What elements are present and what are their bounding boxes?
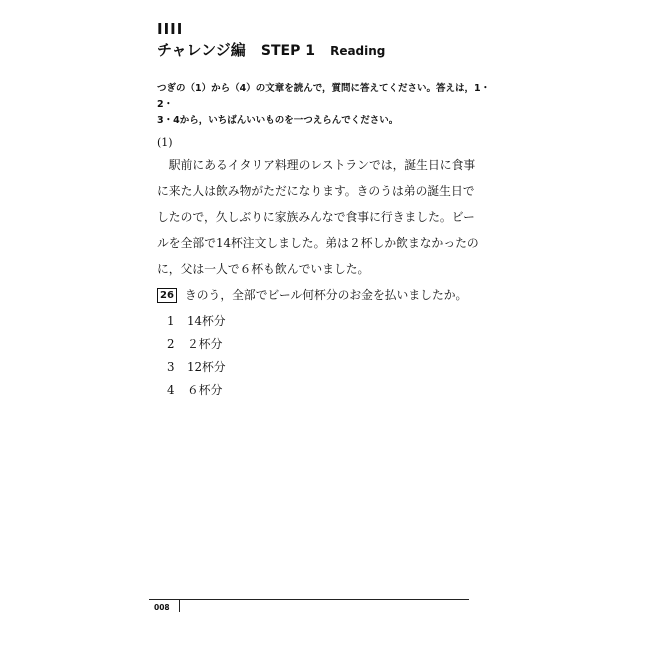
option-text: ２杯分 — [187, 337, 223, 351]
passage-line: に，父は一人で６杯も飲んでいました。 — [157, 262, 370, 276]
option-number: 2 — [167, 337, 175, 351]
instructions — [157, 81, 497, 129]
instructions-line-1: つぎの（1）から（4）の文章を読んで，質問に答えてください。答えは，1・2・ — [157, 83, 491, 110]
option-text: 12杯分 — [187, 360, 226, 374]
footer-tick — [179, 600, 180, 612]
question — [157, 286, 467, 303]
answer-option[interactable] — [167, 356, 226, 379]
option-number: 1 — [167, 314, 175, 328]
page-number: 008 — [154, 603, 170, 612]
heading-section: Reading — [330, 44, 386, 58]
answer-option[interactable] — [167, 310, 226, 333]
instructions-line-2: 3・4から，いちばんいいものを一つえらんでください。 — [157, 115, 399, 126]
answer-option[interactable] — [167, 379, 226, 402]
reading-passage — [157, 152, 497, 282]
option-number: 3 — [167, 360, 175, 374]
passage-line: したので，久しぶりに家族みんなで食事に行きました。ビー — [157, 210, 475, 224]
footer-divider — [149, 599, 469, 600]
option-number: 4 — [167, 383, 175, 397]
question-text: きのう，全部でビール何杯分のお金を払いましたか。 — [184, 288, 468, 302]
heading-title: チャレンジ編 — [157, 41, 246, 59]
answer-option[interactable] — [167, 333, 226, 356]
page-heading — [157, 39, 385, 60]
passage-line: 駅前にあるイタリア料理のレストランでは，誕生日に食事 — [157, 158, 476, 172]
answer-options — [167, 310, 226, 402]
question-number-box: 26 — [157, 288, 177, 303]
heading-step: STEP 1 — [260, 43, 315, 59]
passage-line: ルを全部で14杯注文しました。弟は２杯しか飲まなかったの — [157, 236, 479, 250]
option-text: ６杯分 — [187, 383, 223, 397]
passage-number: (1) — [157, 136, 173, 149]
option-text: 14杯分 — [187, 314, 226, 328]
section-marker: IIII — [157, 20, 184, 38]
passage-line: に来た人は飲み物がただになります。きのうは弟の誕生日で — [157, 184, 475, 198]
